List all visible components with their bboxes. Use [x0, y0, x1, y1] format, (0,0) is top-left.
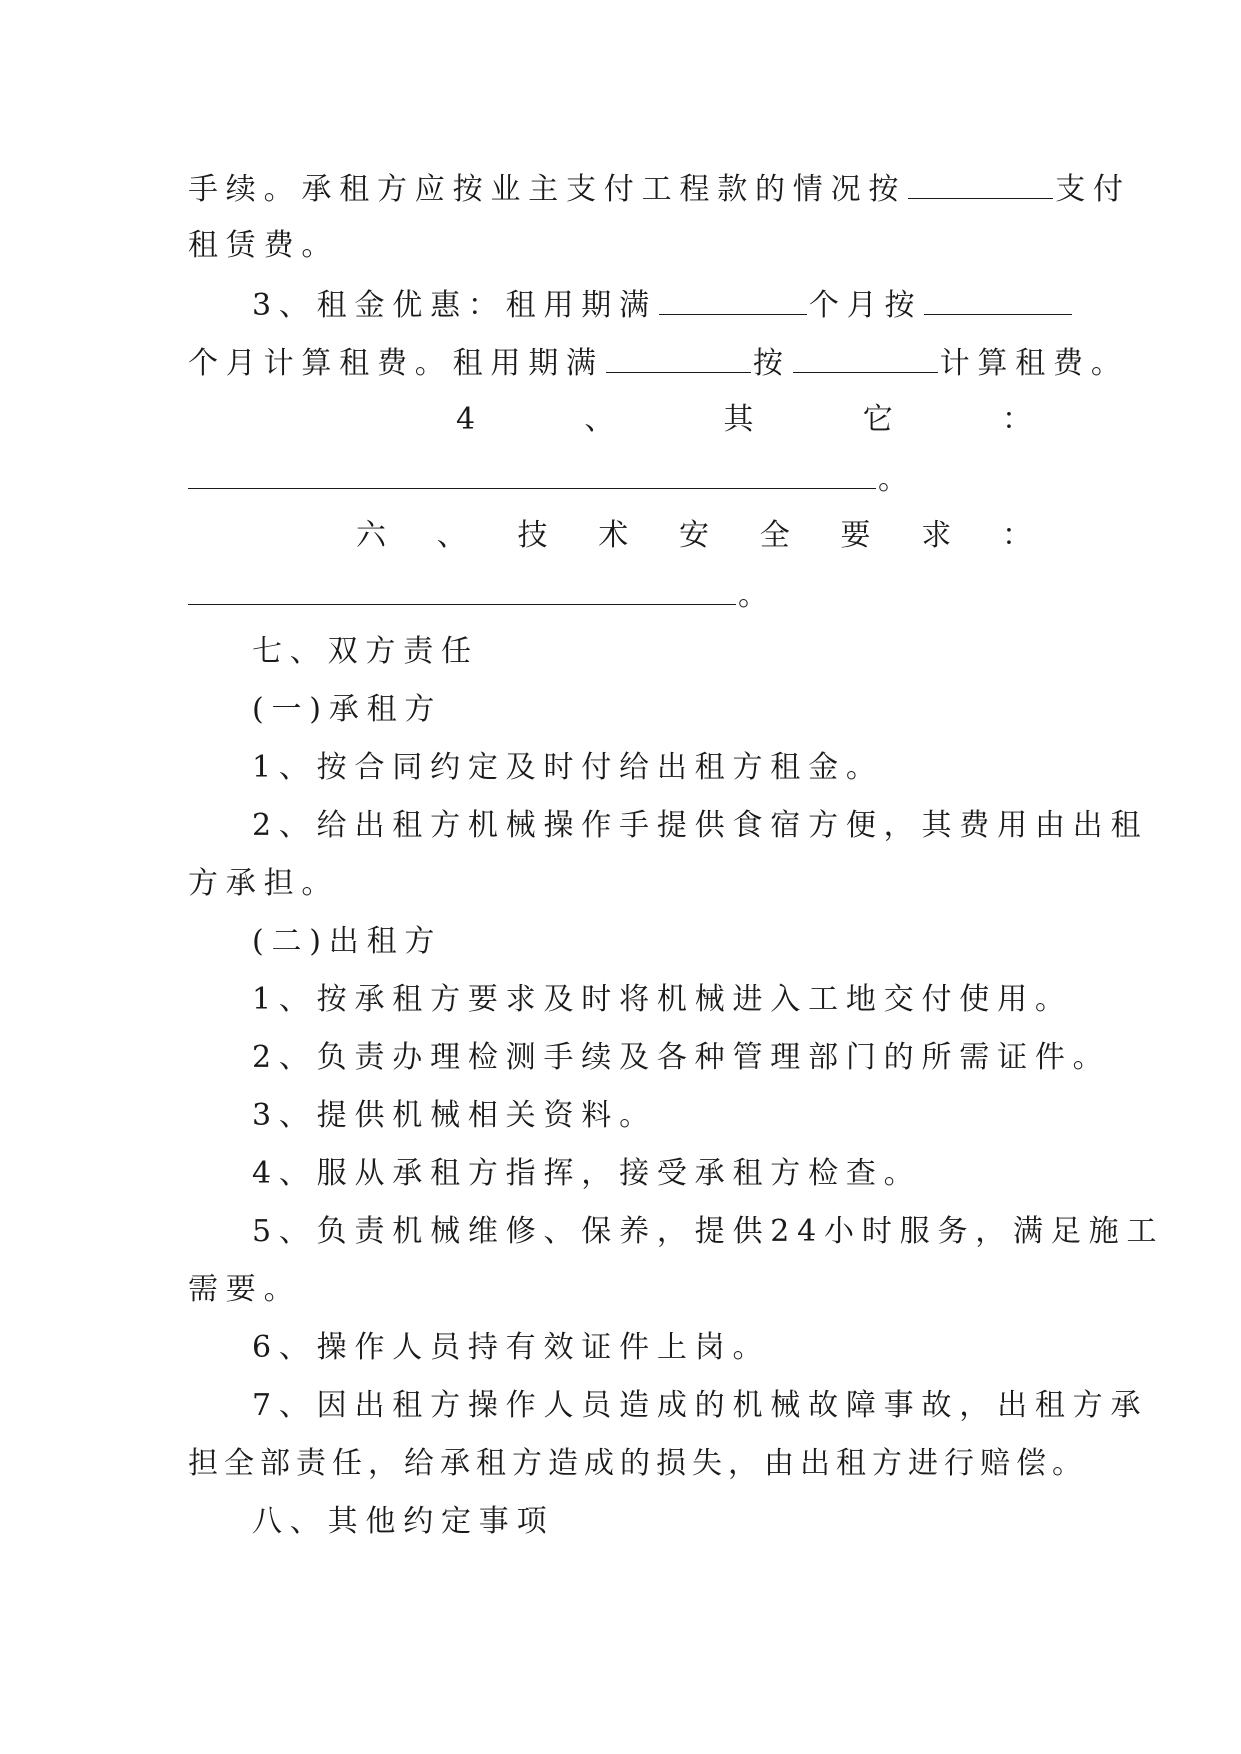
list-item-continued: 担全部责任，给承租方造成的损失，由出租方进行赔偿。	[188, 1446, 1088, 1481]
text-line	[188, 458, 916, 498]
text-segment: 个月按	[808, 288, 923, 323]
list-item: 1、按承租方要求及时将机械进入工地交付使用。	[252, 982, 1073, 1017]
text-line	[252, 284, 1074, 324]
list-item: 4、服从承租方指挥，接受承租方检查。	[252, 1156, 922, 1191]
spread-char: 全	[759, 518, 790, 553]
list-item-continued: 需要。	[188, 1272, 302, 1307]
fill-in-blank	[188, 574, 736, 605]
subsection-heading: (一)承租方	[252, 692, 443, 727]
spread-char: 术	[598, 518, 629, 553]
text-segment: 计算租费。	[939, 346, 1129, 381]
spread-char: 要	[840, 518, 871, 553]
section-heading: 八、其他约定事项	[252, 1504, 555, 1539]
list-item: 7、因出租方操作人员造成的机械故障事故，出租方承	[252, 1388, 1149, 1423]
text-segment: 。	[878, 462, 916, 497]
fill-in-blank	[659, 284, 807, 315]
text-segment: 。	[738, 578, 776, 613]
list-item: 2、负责办理检测手续及各种管理部门的所需证件。	[252, 1040, 1111, 1075]
spread-char: 它	[862, 402, 893, 437]
spread-char: 4	[456, 402, 476, 437]
list-item-continued: 方承担。	[188, 866, 340, 901]
list-item: 5、负责机械维修、保养，提供24小时服务，满足施工	[252, 1214, 1165, 1249]
justified-line	[356, 516, 1032, 556]
spread-char: 六	[356, 518, 386, 553]
spread-char: ：	[1002, 518, 1032, 553]
list-item: 1、按合同约定及时付给出租方租金。	[252, 750, 884, 785]
text-segment: 个月计算租费。租用期满	[188, 346, 604, 381]
fill-in-blank	[924, 284, 1072, 315]
spread-char: 、	[584, 402, 615, 437]
spread-char: 、	[436, 518, 467, 553]
section-heading: 七、双方责任	[252, 634, 479, 669]
list-item: 3、提供机械相关资料。	[252, 1098, 657, 1133]
fill-in-blank	[606, 342, 751, 373]
fill-in-blank	[188, 458, 876, 489]
text-segment: 手续。承租方应按业主支付工程款的情况按	[188, 172, 907, 207]
spread-char: 技	[517, 518, 548, 553]
justified-line	[456, 400, 1032, 440]
subsection-heading: (二)出租方	[252, 924, 443, 959]
text-segment: 支付	[1055, 172, 1131, 207]
spread-char: ：	[1001, 402, 1032, 437]
fill-in-blank	[793, 342, 938, 373]
text-line: 租赁费。	[188, 228, 340, 263]
text-segment: 按	[752, 346, 791, 381]
fill-in-blank	[908, 168, 1053, 199]
list-item: 6、操作人员持有效证件上岗。	[252, 1330, 771, 1365]
text-line	[188, 168, 1131, 208]
list-item: 2、给出租方机械操作手提供食宿方便，其费用由出租	[252, 808, 1149, 843]
text-segment: 3、租金优惠：租用期满	[252, 288, 657, 323]
spread-char: 安	[679, 518, 709, 553]
spread-char: 其	[723, 402, 754, 437]
spread-char: 求	[921, 518, 952, 553]
text-line	[188, 342, 1129, 382]
text-line	[188, 574, 776, 614]
